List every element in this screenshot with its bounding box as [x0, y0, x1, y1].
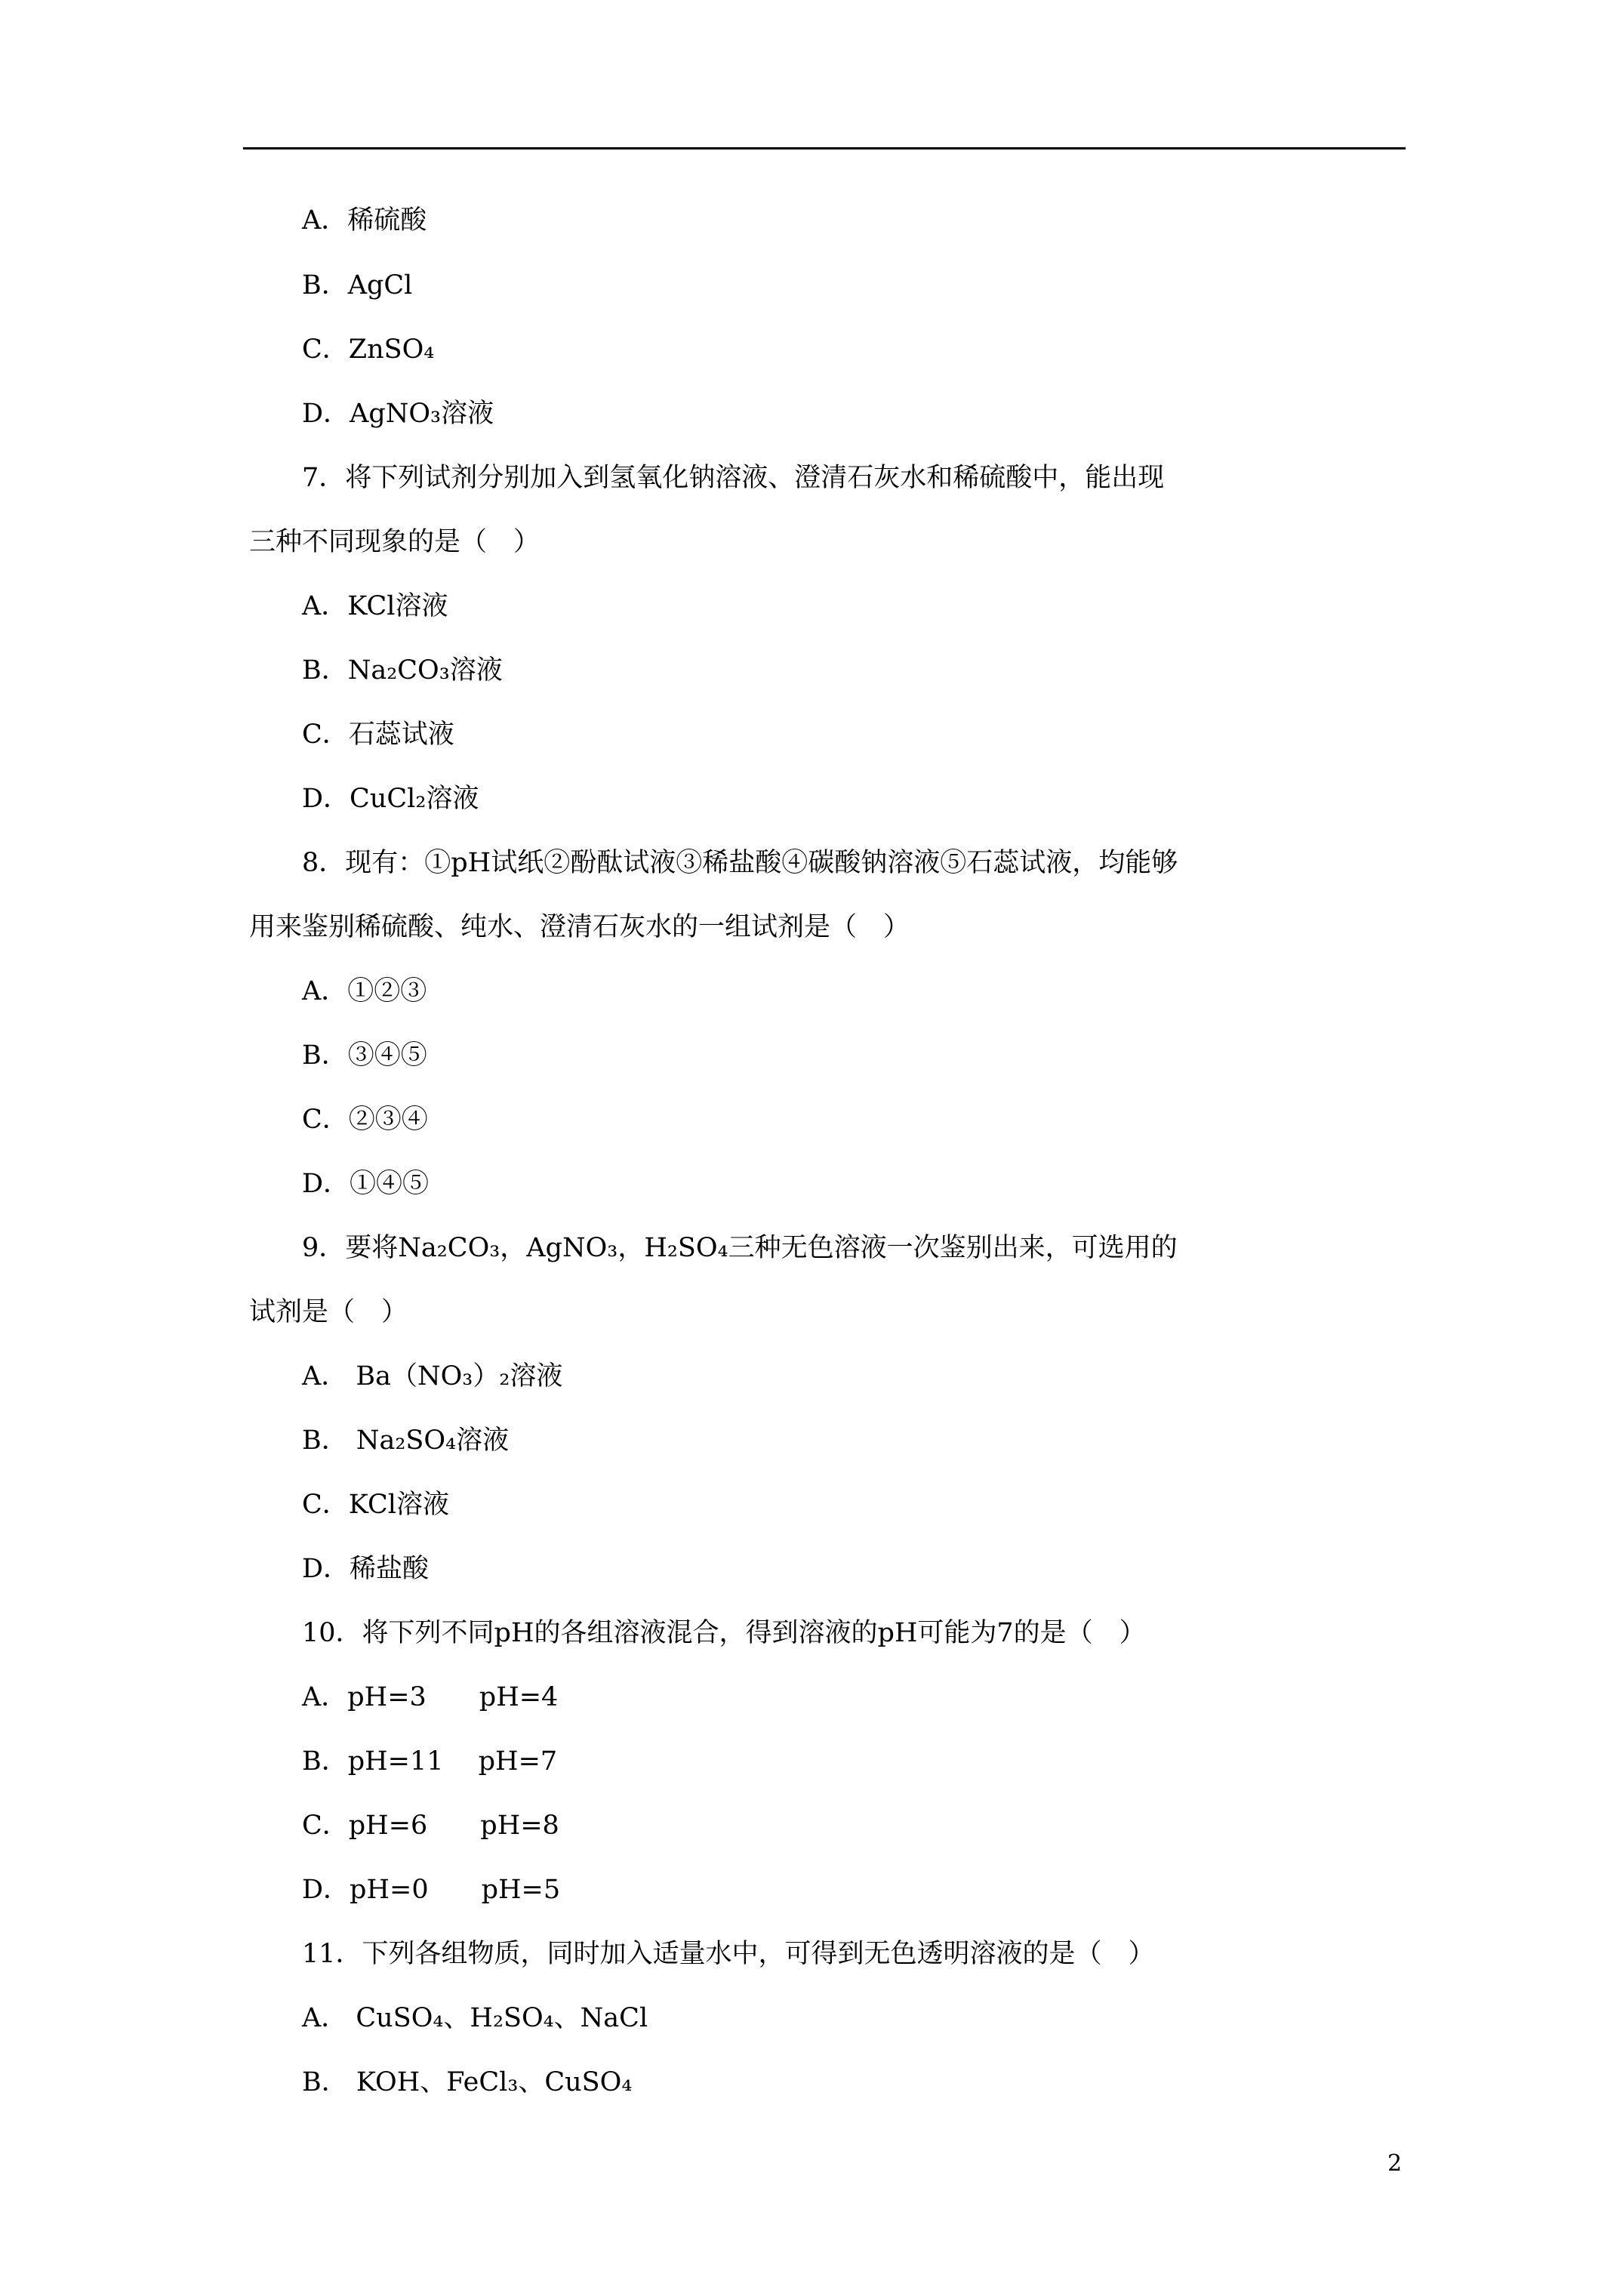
q7-option-b: B．Na₂CO₃溶液 — [302, 655, 503, 686]
q10-stem: 10．将下列不同pH的各组溶液混合，得到溶液的pH可能为7的是（ ） — [302, 1618, 1146, 1648]
q9-stem-line-1: 9．要将Na₂CO₃，AgNO₃，H₂SO₄三种无色溶液一次鉴别出来，可选用的 — [302, 1233, 1178, 1263]
q6-option-a: A．稀硫酸 — [302, 205, 427, 236]
q8-option-a: A．①②③ — [302, 976, 427, 1006]
q8-stem-line-1: 8．现有：①pH试纸②酚酞试液③稀盐酸④碳酸钠溶液⑤石蕊试液，均能够 — [302, 848, 1178, 878]
q8-option-b: B．③④⑤ — [302, 1040, 427, 1071]
q6-option-c: C．ZnSO₄ — [302, 334, 435, 365]
q6-option-b: B．AgCl — [302, 270, 413, 300]
q11-option-b: B． KOH、FeCl₃、CuSO₄ — [302, 2067, 633, 2097]
q9-option-c: C．KCl溶液 — [302, 1490, 449, 1520]
q10-option-d: D．pH=0 pH=5 — [302, 1875, 561, 1905]
q8-option-d: D．①④⑤ — [302, 1169, 430, 1199]
q10-option-b: B．pH=11 pH=7 — [302, 1746, 558, 1777]
q7-stem-line-2: 三种不同现象的是（ ） — [249, 527, 540, 557]
q11-option-a: A． CuSO₄、H₂SO₄、NaCl — [302, 2003, 648, 2033]
page-number: 2 — [1387, 2150, 1403, 2177]
q7-option-a: A．KCl溶液 — [302, 591, 448, 621]
q7-stem-line-1: 7．将下列试剂分别加入到氢氧化钠溶液、澄清石灰水和稀硫酸中，能出现 — [302, 463, 1165, 493]
q9-option-d: D．稀盐酸 — [302, 1554, 430, 1584]
q10-option-a: A．pH=3 pH=4 — [302, 1682, 559, 1712]
q7-option-d: D．CuCl₂溶液 — [302, 784, 479, 814]
q9-stem-line-2: 试剂是（ ） — [249, 1297, 408, 1327]
q9-option-b: B． Na₂SO₄溶液 — [302, 1425, 510, 1456]
q6-option-d: D．AgNO₃溶液 — [302, 399, 494, 429]
header-rule — [243, 147, 1406, 149]
q7-option-c: C．石蕊试液 — [302, 720, 454, 750]
q8-option-c: C．②③④ — [302, 1105, 428, 1135]
q11-stem: 11．下列各组物质，同时加入适量水中，可得到无色透明溶液的是（ ） — [302, 1939, 1155, 1969]
q9-option-a: A． Ba（NO₃）₂溶液 — [302, 1361, 563, 1391]
q10-option-c: C．pH=6 pH=8 — [302, 1811, 559, 1841]
q8-stem-line-2: 用来鉴别稀硫酸、纯水、澄清石灰水的一组试剂是（ ） — [249, 912, 910, 942]
